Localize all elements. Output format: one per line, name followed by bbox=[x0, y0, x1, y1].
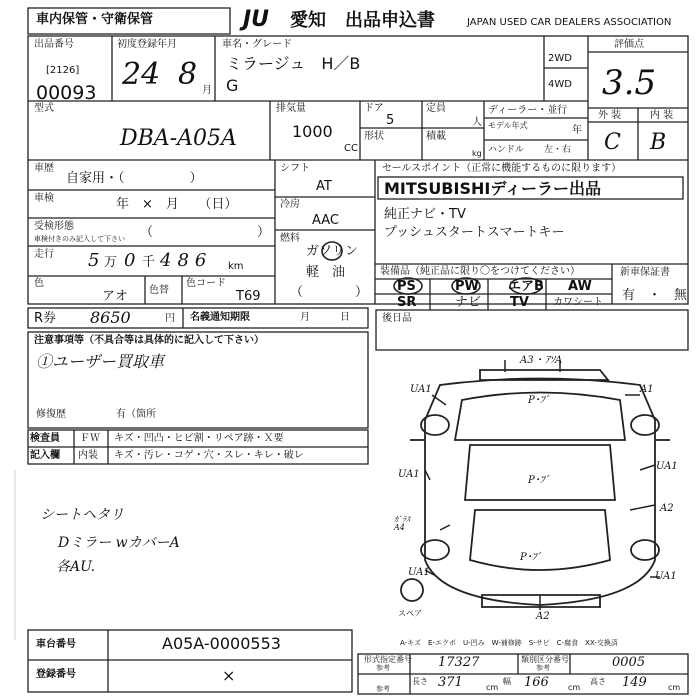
color-label: 色 bbox=[34, 278, 44, 289]
rating-label: 評価点 bbox=[614, 39, 644, 50]
handwritten-line3: 各AU. bbox=[56, 559, 96, 575]
title-notice-value: 月 日 bbox=[300, 312, 350, 323]
first-reg-label: 初度登録年月 bbox=[117, 39, 177, 50]
sales-point-line3: プッシュスタートスマートキー bbox=[384, 225, 565, 240]
diagram-label-5: UA1 bbox=[398, 469, 420, 480]
rating-ext: C bbox=[604, 130, 621, 155]
mileage-u1: 万 bbox=[104, 255, 118, 270]
diagram-label-10: UA1 bbox=[408, 567, 430, 578]
inspection-value: 年 × 月 （日） bbox=[116, 197, 238, 212]
length-unit: cm bbox=[486, 683, 499, 692]
diagram-label-2: A1 bbox=[640, 384, 654, 395]
form-cert-ref: 参考 bbox=[376, 664, 390, 672]
rating-int-label: 内 装 bbox=[650, 110, 674, 121]
rating-ext-label: 外 装 bbox=[598, 110, 622, 121]
warranty-value: 有 ・ 無 bbox=[622, 288, 688, 303]
storage-label: 車内保管・守衛保管 bbox=[36, 12, 154, 27]
type-value: DBA-A05A bbox=[120, 126, 237, 151]
mileage-v2: 0 bbox=[124, 250, 136, 271]
category-value: 0005 bbox=[612, 655, 646, 670]
diagram-label-3: P･ﾌﾞ bbox=[528, 395, 550, 406]
diagram-label-11: UA1 bbox=[655, 571, 677, 582]
association-name: JAPAN USED CAR DEALERS ASSOCIATION bbox=[467, 17, 672, 28]
reg-number-mark: × bbox=[222, 666, 236, 685]
shift-label: シフト bbox=[280, 163, 310, 174]
fuel-label: 燃料 bbox=[280, 233, 300, 244]
fuel-other: （ ） bbox=[290, 285, 369, 300]
model-year-unit: 年 bbox=[572, 125, 582, 136]
door-label: ドア bbox=[364, 103, 384, 114]
notes-label: 注意事項等（不具合等は具体的に記入して下さい） bbox=[34, 335, 264, 346]
category-label: 類別区分番号 bbox=[521, 655, 569, 664]
first-reg-year: 24 bbox=[122, 57, 161, 92]
equip-tv: TV bbox=[510, 295, 529, 310]
recycle-label: R券 bbox=[34, 311, 57, 326]
equip-leather: カワシート bbox=[553, 297, 603, 308]
recycle-unit: 円 bbox=[165, 313, 175, 324]
rating-value: 3.5 bbox=[602, 63, 657, 103]
width-label: 幅 bbox=[503, 677, 511, 686]
diagram-top-label: A3 ･ ｱｿA bbox=[520, 355, 563, 366]
equip-navi: ナビ bbox=[455, 295, 482, 310]
category-ref: 参考 bbox=[536, 664, 550, 672]
inspector-row2: キズ・汚レ・コゲ・穴・スレ・キレ・破レ bbox=[114, 450, 304, 461]
inspector-naiso: 内装 bbox=[78, 450, 98, 461]
mileage-u2: 千 bbox=[142, 255, 156, 270]
length-label: 長さ bbox=[412, 677, 428, 686]
diagram-label-8: ｶﾞﾗｽA4 bbox=[394, 515, 410, 532]
history-value: 自家用・（ ） bbox=[66, 171, 203, 186]
first-reg-month-unit: 月 bbox=[202, 85, 212, 96]
mileage-v3: 486 bbox=[160, 250, 213, 271]
color-code: T69 bbox=[236, 289, 261, 304]
ju-logo: JU bbox=[243, 7, 270, 32]
color-value: アオ bbox=[102, 289, 128, 304]
title-notice-label: 名義通知期限 bbox=[190, 312, 250, 323]
handwritten-line1: シートヘタリ bbox=[40, 507, 124, 523]
form-cert-label: 形式指定番号 bbox=[364, 655, 412, 664]
door-value: 5 bbox=[386, 113, 395, 128]
history-label: 車歴 bbox=[34, 163, 54, 174]
doc-title: 出品申込書 bbox=[345, 10, 435, 31]
diagram-label-7: A2 bbox=[660, 503, 674, 514]
color-change-label: 色替 bbox=[149, 285, 169, 296]
width-value: 166 bbox=[524, 675, 549, 690]
diagram-label-12: A2 bbox=[536, 611, 550, 622]
color-code-label: 色コード bbox=[186, 278, 226, 289]
capacity-label: 定員 bbox=[426, 103, 446, 114]
drive-2wd: 2WD bbox=[548, 53, 572, 64]
notes-line1: ①ユーザー買取車 bbox=[36, 352, 165, 371]
displacement-unit: CC bbox=[344, 143, 358, 154]
shift-value: AT bbox=[316, 179, 332, 194]
handle-label: ハンドル bbox=[488, 145, 525, 155]
drive-4wd: 4WD bbox=[548, 79, 572, 90]
lot-number: 00093 bbox=[36, 82, 97, 104]
lot-bracket: [2126] bbox=[46, 65, 80, 76]
receipt-label: 受検形態 bbox=[34, 221, 74, 232]
mileage-label: 走行 bbox=[34, 249, 54, 260]
diagram-label-1: UA1 bbox=[410, 384, 432, 395]
model-year-label: モデル年式 bbox=[488, 121, 528, 130]
receipt-sub: 車検付きのみ記入して下さい bbox=[34, 235, 125, 243]
displacement-value: 1000 bbox=[292, 122, 333, 141]
equip-sr: SR bbox=[397, 295, 417, 310]
inspector-fw: ＦＷ bbox=[80, 433, 100, 444]
type-label: 型式 bbox=[34, 103, 54, 114]
inspection-label: 車検 bbox=[34, 193, 54, 204]
damage-legend: A-キズ E-エクボ U-凹み W-補修跡 S-サビ C-腐食 XX-交換済 bbox=[400, 639, 618, 647]
chassis-value: A05A-0000553 bbox=[162, 634, 281, 653]
inspector-row1: キズ・凹凸・ヒビ割・リペア跡・Ｘ要 bbox=[114, 433, 284, 444]
displacement-label: 排気量 bbox=[276, 103, 306, 114]
handle-value: 左・右 bbox=[544, 145, 572, 155]
diagram-label-6: UA1 bbox=[656, 461, 678, 472]
load-unit: kg bbox=[472, 149, 482, 158]
model-grade: G bbox=[226, 76, 239, 95]
repair-value: 有（箇所 bbox=[116, 409, 156, 420]
sales-point-label: セールスポイント（正常に機能するものに限ります） bbox=[382, 163, 622, 174]
form-cert-value: 17327 bbox=[438, 655, 480, 670]
fuel-diesel: 軽 油 bbox=[306, 265, 346, 280]
diagram-label-4: P･ﾌﾞ bbox=[528, 475, 550, 486]
shape-label: 形状 bbox=[364, 131, 384, 142]
mileage-v1: 5 bbox=[88, 250, 100, 271]
capacity-unit: 人 bbox=[472, 117, 482, 128]
inspector-label1: 検査員 bbox=[30, 433, 60, 444]
width-unit: cm bbox=[568, 683, 581, 692]
rear-seat-label: 後日品 bbox=[382, 313, 412, 324]
handwritten-line2: Dミラー wカバーA bbox=[58, 535, 180, 551]
dealer-label: ディーラー・並行 bbox=[488, 105, 568, 116]
inspector-label2: 記入欄 bbox=[30, 450, 60, 461]
model-label: 車名・グレード bbox=[222, 39, 292, 50]
equip-airbag: エアB bbox=[508, 279, 544, 294]
reg-number-label: 登録番号 bbox=[36, 669, 76, 680]
rating-int: B bbox=[650, 130, 667, 155]
height-label: 高さ bbox=[590, 677, 606, 686]
recycle-value: 8650 bbox=[90, 308, 131, 327]
receipt-value: （ ） bbox=[140, 225, 271, 240]
chassis-label: 車台番号 bbox=[36, 639, 76, 650]
sales-point-line2: 純正ナビ・TV bbox=[384, 207, 466, 222]
height-value: 149 bbox=[622, 675, 647, 690]
repair-label: 修復歴 bbox=[36, 409, 66, 420]
spare-label: スペア bbox=[398, 609, 422, 618]
equip-ps: PS bbox=[397, 279, 416, 294]
mileage-unit: km bbox=[228, 261, 244, 272]
equip-pw: PW bbox=[455, 279, 479, 294]
height-unit: cm bbox=[668, 683, 681, 692]
sales-point-line1: MITSUBISHIディーラー出品 bbox=[384, 179, 602, 198]
diagram-label-9: P･ﾌﾞ bbox=[520, 552, 542, 563]
load-label: 積載 bbox=[426, 131, 446, 142]
first-reg-month: 8 bbox=[178, 57, 198, 92]
equipment-label: 装備品（純正品に限り〇をつけてください） bbox=[380, 266, 580, 277]
length-value: 371 bbox=[438, 675, 463, 690]
fuel-gas: ガソリン bbox=[306, 244, 359, 259]
equip-aw: AW bbox=[568, 279, 592, 294]
aircon-label: 冷房 bbox=[280, 199, 300, 210]
dims-ref: 参考 bbox=[376, 685, 390, 693]
aircon-value: AAC bbox=[312, 213, 339, 228]
lot-label: 出品番号 bbox=[34, 39, 74, 50]
model-name: ミラージュ H／B bbox=[226, 54, 361, 73]
org-name: 愛知 bbox=[290, 10, 326, 31]
warranty-label: 新車保証書 bbox=[620, 267, 670, 278]
